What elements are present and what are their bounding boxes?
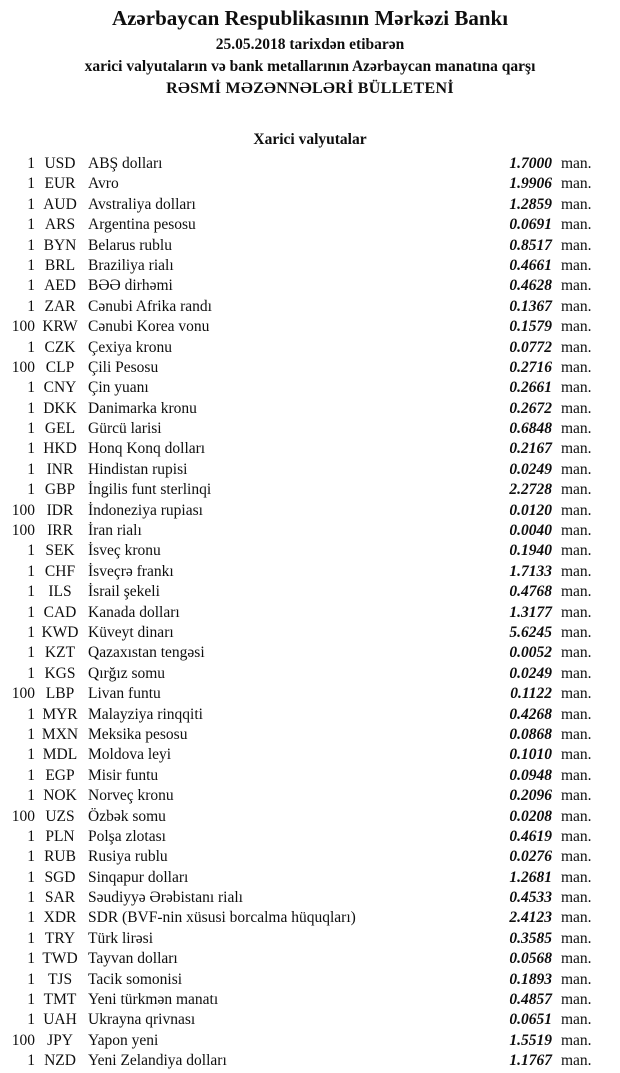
currency-rate: 0.2672 xyxy=(509,399,552,417)
currency-quantity: 1 xyxy=(27,970,35,988)
currency-name: ABŞ dolları xyxy=(88,155,163,172)
currency-unit-label: man. xyxy=(561,725,592,743)
currency-row xyxy=(0,338,620,358)
currency-name: Norveç kronu xyxy=(88,787,174,805)
currency-quantity: 100 xyxy=(11,1031,35,1049)
currency-code: MDL xyxy=(42,746,78,764)
currency-rate: 2.4123 xyxy=(509,909,552,927)
currency-name: Polşa zlotası xyxy=(88,827,166,845)
currency-code: BYN xyxy=(43,236,77,254)
currency-name: Kanada dolları xyxy=(88,603,180,621)
currency-unit-label: man. xyxy=(561,460,592,478)
currency-rate: 0.0249 xyxy=(509,460,552,478)
currency-name: Qazaxıstan tengəsi xyxy=(88,644,205,662)
currency-unit-label: man. xyxy=(561,297,592,315)
currency-code: KRW xyxy=(42,318,78,336)
currency-name: İngilis funt sterlinqi xyxy=(88,481,212,499)
currency-row xyxy=(0,888,620,908)
currency-name: Rusiya rublu xyxy=(88,848,168,866)
section-title-foreign-currencies: Xarici valyutalar xyxy=(253,131,367,148)
currency-quantity: 1 xyxy=(27,542,35,560)
currency-row xyxy=(0,460,620,480)
currency-row xyxy=(0,541,620,561)
currency-row xyxy=(0,623,620,643)
currency-row xyxy=(0,1031,620,1051)
currency-unit-label: man. xyxy=(561,909,592,927)
currency-row xyxy=(0,786,620,806)
currency-quantity: 100 xyxy=(11,522,35,540)
currency-name: SDR (BVF-nin xüsusi borcalma hüquqları) xyxy=(88,909,356,927)
currency-row xyxy=(0,868,620,888)
currency-name: İsrail şekeli xyxy=(88,583,160,601)
currency-rate: 0.6848 xyxy=(509,420,552,438)
currency-quantity: 1 xyxy=(27,787,35,805)
currency-name: Danimarka kronu xyxy=(88,399,197,417)
currency-code: UAH xyxy=(43,1011,77,1029)
currency-row xyxy=(0,297,620,317)
currency-row xyxy=(0,154,620,174)
currency-unit-label: man. xyxy=(561,338,592,356)
currency-quantity: 1 xyxy=(27,236,35,254)
currency-quantity: 1 xyxy=(27,155,35,172)
currency-unit-label: man. xyxy=(561,379,592,397)
currency-rate: 0.1010 xyxy=(509,746,552,764)
currency-code: DKK xyxy=(43,399,77,417)
currency-name: Çexiya kronu xyxy=(88,338,172,356)
currency-code: IDR xyxy=(46,501,74,519)
currency-row xyxy=(0,582,620,602)
currency-row xyxy=(0,439,620,459)
currency-quantity: 1 xyxy=(27,991,35,1009)
currency-rate: 0.0772 xyxy=(509,338,552,356)
currency-name: Tacik somonisi xyxy=(88,970,183,988)
currency-name: Sinqapur dolları xyxy=(88,868,189,886)
currency-quantity: 1 xyxy=(27,827,35,845)
currency-code: NZD xyxy=(44,1052,76,1070)
bulletin-header xyxy=(0,0,620,98)
currency-name: Çin yuanı xyxy=(88,379,149,397)
currency-name: Yeni türkmən manatı xyxy=(88,991,219,1009)
currency-quantity: 1 xyxy=(27,338,35,356)
currency-name: Yeni Zelandiya dolları xyxy=(88,1052,227,1070)
currency-row xyxy=(0,562,620,582)
currency-rate: 1.1767 xyxy=(509,1052,552,1070)
currency-code: ILS xyxy=(48,583,72,601)
currency-row xyxy=(0,236,620,256)
currency-row xyxy=(0,419,620,439)
currency-quantity: 100 xyxy=(11,318,35,336)
currency-rate: 0.0208 xyxy=(509,807,552,825)
currency-quantity: 1 xyxy=(27,868,35,886)
currency-row xyxy=(0,256,620,276)
currency-row xyxy=(0,480,620,500)
currency-row xyxy=(0,684,620,704)
currency-name: Ukrayna qrivnası xyxy=(88,1011,196,1029)
currency-code: TRY xyxy=(44,929,76,947)
currency-unit-label: man. xyxy=(561,155,592,172)
currency-unit-label: man. xyxy=(561,358,592,376)
currency-row xyxy=(0,276,620,296)
currency-name: İndoneziya rupiası xyxy=(88,501,203,519)
currency-rate: 5.6245 xyxy=(509,623,552,641)
currency-name: Misir funtu xyxy=(88,766,159,784)
currency-code: UZS xyxy=(45,807,75,825)
currency-unit-label: man. xyxy=(561,562,592,580)
currency-quantity: 1 xyxy=(27,1011,35,1029)
currency-rate: 1.5519 xyxy=(509,1031,552,1049)
currency-row xyxy=(0,195,620,215)
currency-row xyxy=(0,501,620,521)
currency-name: Küveyt dinarı xyxy=(88,623,174,641)
currency-rate: 0.4628 xyxy=(509,277,552,295)
currency-quantity: 1 xyxy=(27,950,35,968)
currency-name: Gürcü larisi xyxy=(88,420,162,438)
currency-row xyxy=(0,705,620,725)
currency-name: Tayvan dolları xyxy=(88,950,178,968)
currency-quantity: 100 xyxy=(11,807,35,825)
currency-name: Türk lirəsi xyxy=(88,929,153,947)
currency-quantity: 1 xyxy=(27,440,35,458)
currency-quantity: 1 xyxy=(27,705,35,723)
currency-unit-label: man. xyxy=(561,807,592,825)
currency-rate: 0.1940 xyxy=(509,542,552,560)
currency-code: TWD xyxy=(42,950,78,968)
currency-code: INR xyxy=(46,460,74,478)
currency-unit-label: man. xyxy=(561,399,592,417)
currency-quantity: 1 xyxy=(27,195,35,213)
currency-quantity: 1 xyxy=(27,623,35,641)
currency-code: SEK xyxy=(45,542,75,560)
currency-code: JPY xyxy=(47,1031,73,1049)
currency-name: İsveçrə frankı xyxy=(88,562,174,580)
currency-quantity: 1 xyxy=(27,420,35,438)
currency-rate: 0.2716 xyxy=(509,358,552,376)
currency-rate: 0.0120 xyxy=(509,501,552,519)
currency-code: SAR xyxy=(44,889,76,907)
currency-unit-label: man. xyxy=(561,1031,592,1049)
currency-code: PLN xyxy=(45,827,75,845)
currency-unit-label: man. xyxy=(561,827,592,845)
currency-rate: 0.4268 xyxy=(509,705,552,723)
currency-quantity: 1 xyxy=(27,664,35,682)
currency-row xyxy=(0,603,620,623)
currency-name: Avro xyxy=(88,175,119,193)
currency-rate: 1.2681 xyxy=(509,868,552,886)
currency-name: Səudiyyə Ərəbistanı rialı xyxy=(88,889,243,907)
currency-unit-label: man. xyxy=(561,542,592,560)
currency-name: Moldova leyi xyxy=(88,746,172,764)
currency-unit-label: man. xyxy=(561,175,592,193)
currency-unit-label: man. xyxy=(561,644,592,662)
currency-code: KZT xyxy=(44,644,76,662)
currency-name: Braziliya rialı xyxy=(88,256,174,274)
currency-unit-label: man. xyxy=(561,583,592,601)
currency-rate: 0.0040 xyxy=(509,522,552,540)
currency-code: RUB xyxy=(44,848,76,866)
currency-unit-label: man. xyxy=(561,1011,592,1029)
currency-unit-label: man. xyxy=(561,522,592,540)
currency-name: BƏƏ dirhəmi xyxy=(88,277,173,295)
currency-code: LBP xyxy=(45,685,75,703)
currency-quantity: 1 xyxy=(27,644,35,662)
currency-unit-label: man. xyxy=(561,501,592,519)
currency-code: NOK xyxy=(43,787,77,805)
currency-unit-label: man. xyxy=(561,848,592,866)
currency-rate: 1.3177 xyxy=(509,603,552,621)
currency-name: Honq Konq dolları xyxy=(88,440,206,458)
currency-quantity: 1 xyxy=(27,909,35,927)
bulletin-title: RƏSMİ MƏZƏNNƏLƏRİ BÜLLETENİ xyxy=(166,80,454,97)
currency-unit-label: man. xyxy=(561,603,592,621)
currency-quantity: 1 xyxy=(27,583,35,601)
currency-unit-label: man. xyxy=(561,991,592,1009)
currency-code: GEL xyxy=(44,420,76,438)
currency-rate: 0.0948 xyxy=(509,766,552,784)
currency-code: CZK xyxy=(44,338,76,356)
currency-unit-label: man. xyxy=(561,746,592,764)
currency-code: EGP xyxy=(45,766,75,784)
currency-quantity: 1 xyxy=(27,460,35,478)
currency-code: HKD xyxy=(43,440,77,458)
currency-name: Argentina pesosu xyxy=(88,216,196,234)
currency-code: AUD xyxy=(43,195,77,213)
currency-unit-label: man. xyxy=(561,929,592,947)
currency-rate: 0.0276 xyxy=(509,848,552,866)
currency-name: Özbək somu xyxy=(88,807,166,825)
currency-rate: 0.4661 xyxy=(509,256,552,274)
currency-unit-label: man. xyxy=(561,440,592,458)
currency-row xyxy=(0,827,620,847)
currency-code: TJS xyxy=(47,970,73,988)
currency-quantity: 1 xyxy=(27,481,35,499)
currency-rate: 0.0868 xyxy=(509,725,552,743)
currency-unit-label: man. xyxy=(561,868,592,886)
currency-name: İran rialı xyxy=(88,522,142,540)
currency-row xyxy=(0,521,620,541)
currency-unit-label: man. xyxy=(561,318,592,336)
currency-unit-label: man. xyxy=(561,950,592,968)
currency-code: ARS xyxy=(44,216,76,234)
currency-unit-label: man. xyxy=(561,766,592,784)
currency-quantity: 1 xyxy=(27,766,35,784)
currency-rate: 0.0691 xyxy=(509,216,552,234)
currency-code: XDR xyxy=(43,909,77,927)
currency-rate: 0.0651 xyxy=(509,1011,552,1029)
currency-unit-label: man. xyxy=(561,420,592,438)
currency-rate: 0.3585 xyxy=(509,929,552,947)
currency-rate: 1.7133 xyxy=(509,562,552,580)
currency-name: Belarus rublu xyxy=(88,236,172,254)
currency-name: Yapon yeni xyxy=(88,1031,159,1049)
currency-quantity: 1 xyxy=(27,1052,35,1070)
currency-unit-label: man. xyxy=(561,685,592,703)
currency-code: MYR xyxy=(42,705,78,723)
currency-quantity: 1 xyxy=(27,399,35,417)
currency-quantity: 100 xyxy=(11,685,35,703)
currency-quantity: 100 xyxy=(11,358,35,376)
currency-rate: 0.2661 xyxy=(509,379,552,397)
currency-unit-label: man. xyxy=(561,216,592,234)
currency-rate: 0.2167 xyxy=(509,440,552,458)
currency-unit-label: man. xyxy=(561,970,592,988)
currency-row xyxy=(0,1051,620,1071)
currency-code: CLP xyxy=(45,358,75,376)
currency-name: Çili Pesosu xyxy=(88,358,159,376)
currency-row xyxy=(0,766,620,786)
currency-row xyxy=(0,949,620,969)
currency-rate: 1.2859 xyxy=(509,195,552,213)
currency-quantity: 1 xyxy=(27,562,35,580)
currency-code: IRR xyxy=(47,522,73,540)
currency-code: ZAR xyxy=(44,297,76,315)
effective-date-line: 25.05.2018 tarixdən etibarən xyxy=(215,36,405,53)
currency-row xyxy=(0,725,620,745)
currency-name: İsveç kronu xyxy=(88,542,161,560)
currency-row xyxy=(0,317,620,337)
currency-rate: 0.2096 xyxy=(509,787,552,805)
currency-row xyxy=(0,908,620,928)
currency-row xyxy=(0,358,620,378)
currency-unit-label: man. xyxy=(561,664,592,682)
currency-quantity: 1 xyxy=(27,746,35,764)
currency-quantity: 100 xyxy=(11,501,35,519)
currency-name: Avstraliya dolları xyxy=(88,195,196,213)
currency-rate: 1.9906 xyxy=(509,175,552,193)
currency-code: MXN xyxy=(41,725,79,743)
currency-code: CNY xyxy=(43,379,77,397)
currency-name: Malayziya rinqqiti xyxy=(88,705,203,723)
currency-name: Livan funtu xyxy=(88,685,161,703)
currency-row xyxy=(0,745,620,765)
currency-quantity: 1 xyxy=(27,297,35,315)
currency-code: AED xyxy=(44,277,76,295)
currency-unit-label: man. xyxy=(561,277,592,295)
currency-rate: 0.0249 xyxy=(509,664,552,682)
currency-unit-label: man. xyxy=(561,195,592,213)
currency-row xyxy=(0,174,620,194)
currency-code: CAD xyxy=(43,603,77,621)
currency-unit-label: man. xyxy=(561,236,592,254)
subject-line: xarici valyutaların və bank metallarının Azərbaycan manatına qarşı xyxy=(84,58,536,75)
currency-row xyxy=(0,970,620,990)
currency-rate: 0.1122 xyxy=(510,685,552,703)
currency-rate: 0.4768 xyxy=(509,583,552,601)
currency-unit-label: man. xyxy=(561,481,592,499)
currency-row xyxy=(0,399,620,419)
currency-rate: 0.8517 xyxy=(509,236,552,254)
currency-row xyxy=(0,215,620,235)
currency-rate: 0.1367 xyxy=(509,297,552,315)
currency-unit-label: man. xyxy=(561,623,592,641)
currency-code: USD xyxy=(44,155,76,172)
currency-quantity: 1 xyxy=(27,277,35,295)
currency-quantity: 1 xyxy=(27,603,35,621)
currency-rate: 0.1579 xyxy=(509,318,552,336)
currency-code: EUR xyxy=(44,175,76,193)
currency-quantity: 1 xyxy=(27,379,35,397)
currency-unit-label: man. xyxy=(561,705,592,723)
currency-rate: 0.4619 xyxy=(509,827,552,845)
currency-row xyxy=(0,1010,620,1030)
currency-name: Qırğız somu xyxy=(88,664,166,682)
currency-name: Cənubi Korea vonu xyxy=(88,318,210,336)
currency-rate: 0.1893 xyxy=(509,970,552,988)
currency-name: Meksika pesosu xyxy=(88,725,188,743)
currency-quantity: 1 xyxy=(27,929,35,947)
currency-quantity: 1 xyxy=(27,175,35,193)
currency-code: KWD xyxy=(41,623,79,641)
currency-unit-label: man. xyxy=(561,1052,592,1070)
currency-rate: 0.4533 xyxy=(509,889,552,907)
currency-unit-label: man. xyxy=(561,889,592,907)
currency-name: Cənubi Afrika randı xyxy=(88,297,212,315)
currency-code: CHF xyxy=(44,562,76,580)
currency-quantity: 1 xyxy=(27,256,35,274)
currency-row xyxy=(0,807,620,827)
currency-quantity: 1 xyxy=(27,848,35,866)
currency-code: GBP xyxy=(44,481,76,499)
currency-name: Hindistan rupisi xyxy=(88,460,188,478)
currency-rate-table xyxy=(0,154,620,1072)
currency-unit-label: man. xyxy=(561,256,592,274)
currency-rate: 0.4857 xyxy=(509,991,552,1009)
currency-row xyxy=(0,664,620,684)
currency-code: SGD xyxy=(44,868,76,886)
currency-quantity: 1 xyxy=(27,725,35,743)
currency-row xyxy=(0,378,620,398)
currency-rate: 2.2728 xyxy=(509,481,552,499)
currency-row xyxy=(0,643,620,663)
currency-row xyxy=(0,847,620,867)
currency-unit-label: man. xyxy=(561,787,592,805)
currency-quantity: 1 xyxy=(27,216,35,234)
currency-quantity: 1 xyxy=(27,889,35,907)
currency-rate: 0.0568 xyxy=(509,950,552,968)
currency-row xyxy=(0,929,620,949)
currency-rate: 1.7000 xyxy=(509,155,552,172)
currency-rate: 0.0052 xyxy=(509,644,552,662)
currency-code: BRL xyxy=(44,256,76,274)
bank-name: Azərbaycan Respublikasının Mərkəzi Bankı xyxy=(111,6,509,30)
currency-code: KGS xyxy=(44,664,76,682)
currency-row xyxy=(0,990,620,1010)
currency-code: TMT xyxy=(43,991,77,1009)
